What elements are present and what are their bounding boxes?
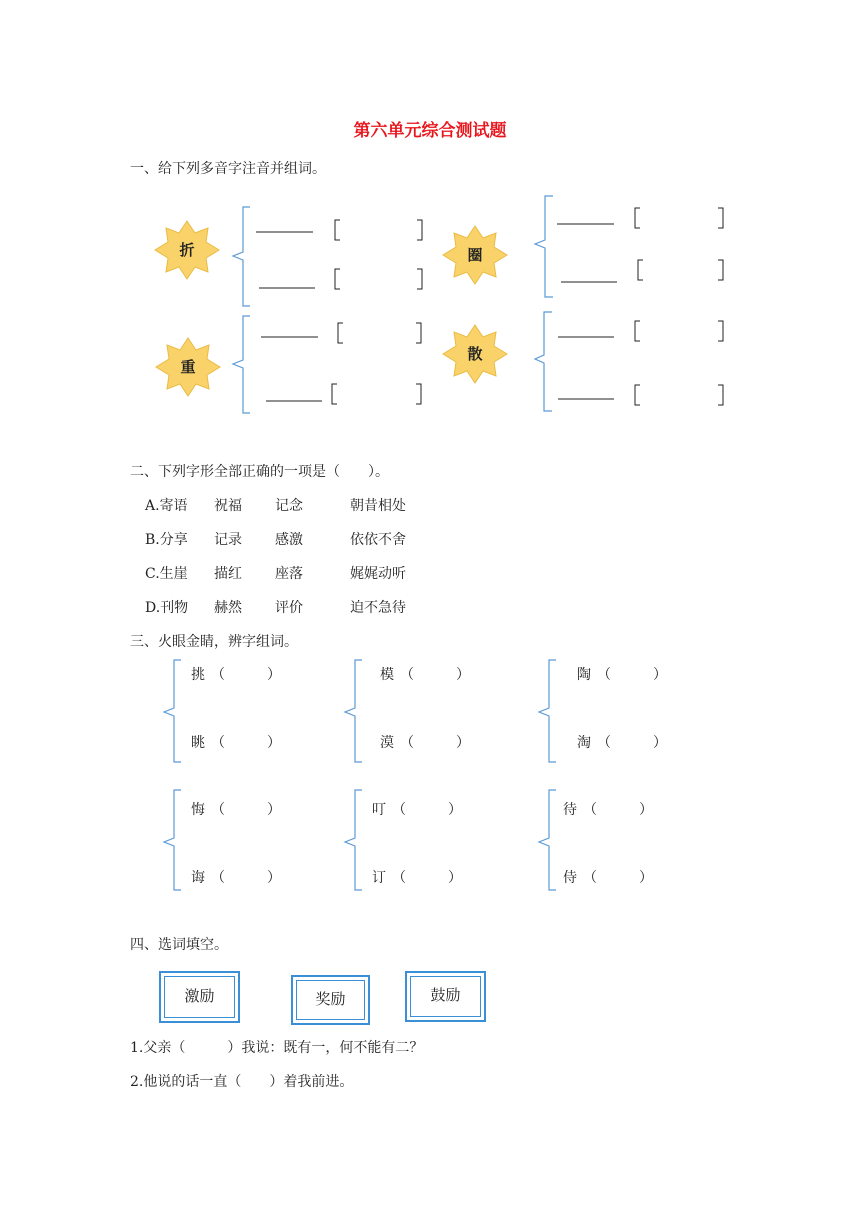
word: 分享 [159, 532, 188, 548]
word: 寄语 [159, 498, 188, 514]
word: 赫然 [214, 600, 242, 616]
option-a [145, 495, 188, 515]
word-box-label: 激励 [164, 976, 235, 1018]
char: 模 [380, 667, 394, 683]
char: 挑 [191, 667, 205, 683]
word: 座落 [275, 566, 303, 582]
word: 记念 [275, 498, 303, 514]
option-d [145, 597, 188, 617]
section-3-heading: 三、火眼金睛，辨字组词。 [130, 634, 298, 650]
blank-paren: （ ） [597, 735, 667, 751]
blank-paren: （ ） [400, 735, 470, 751]
blank-paren: （ ） [597, 667, 667, 683]
question-2: 2.他说的话一直（ ）着我前进。 [130, 1074, 354, 1090]
char: 陶 [577, 667, 591, 683]
word: 描红 [214, 566, 242, 582]
char-label: 重 [180, 358, 196, 376]
pair-item [372, 867, 462, 887]
blank-paren: （ ） [211, 735, 281, 751]
word: 祝福 [214, 498, 242, 514]
pair-item [577, 732, 667, 752]
word: 感激 [275, 532, 303, 548]
pair-item [191, 732, 281, 752]
char: 订 [372, 870, 386, 886]
blank-paren: （ ） [211, 802, 281, 818]
char: 诲 [191, 870, 205, 886]
option-label: B. [145, 532, 160, 548]
blank-paren: （ ） [211, 870, 281, 886]
char: 眺 [191, 735, 205, 751]
char: 淘 [577, 735, 591, 751]
blank-paren: （ ） [392, 802, 462, 818]
word: 评价 [275, 600, 303, 616]
word: 依依不舍 [350, 532, 406, 548]
word-box-1 [159, 971, 240, 1023]
word-box-label: 奖励 [296, 980, 365, 1020]
char: 待 [563, 802, 577, 818]
pair-item [577, 664, 667, 684]
section-2-heading: 二、下列字形全部正确的一项是（ ）。 [130, 464, 389, 480]
section-4-heading: 四、选词填空。 [130, 937, 228, 953]
char: 悔 [191, 802, 205, 818]
word: 刊物 [160, 600, 189, 616]
word-box-label: 鼓励 [410, 976, 481, 1017]
question-1: 1.父亲（ ）我说：既有一，何不能有二？ [130, 1040, 424, 1056]
blank-paren: （ ） [400, 667, 470, 683]
section-3-brackets [0, 650, 860, 900]
char: 漠 [380, 735, 394, 751]
word: 记录 [214, 532, 242, 548]
option-label: D. [145, 600, 161, 616]
pair-item [191, 664, 281, 684]
char-label: 折 [179, 241, 195, 259]
blank-paren: （ ） [392, 870, 462, 886]
char: 叮 [372, 802, 386, 818]
blank-paren: （ ） [583, 802, 653, 818]
option-label: A. [145, 498, 160, 514]
page-title: 第六单元综合测试题 [353, 121, 507, 141]
char: 侍 [563, 870, 577, 886]
char-label: 圈 [467, 246, 483, 264]
word: 生崖 [159, 566, 188, 582]
option-c [145, 563, 188, 583]
pair-item [563, 799, 653, 819]
pair-item [380, 732, 470, 752]
word: 娓娓动听 [350, 566, 406, 582]
word: 朝昔相处 [350, 498, 406, 514]
option-b [145, 529, 188, 549]
pair-item [563, 867, 653, 887]
blank-paren: （ ） [211, 667, 281, 683]
section-1-heading: 一、给下列多音字注音并组词。 [130, 161, 326, 177]
pair-item [380, 664, 470, 684]
option-label: C. [145, 566, 160, 582]
word-box-3 [405, 971, 486, 1022]
word: 迫不急待 [350, 600, 406, 616]
pair-item [372, 799, 462, 819]
blank-paren: （ ） [583, 870, 653, 886]
char-label: 散 [467, 345, 483, 363]
word-box-2 [291, 975, 370, 1025]
section-1-graphics [0, 0, 860, 430]
pair-item [191, 799, 281, 819]
pair-item [191, 867, 281, 887]
